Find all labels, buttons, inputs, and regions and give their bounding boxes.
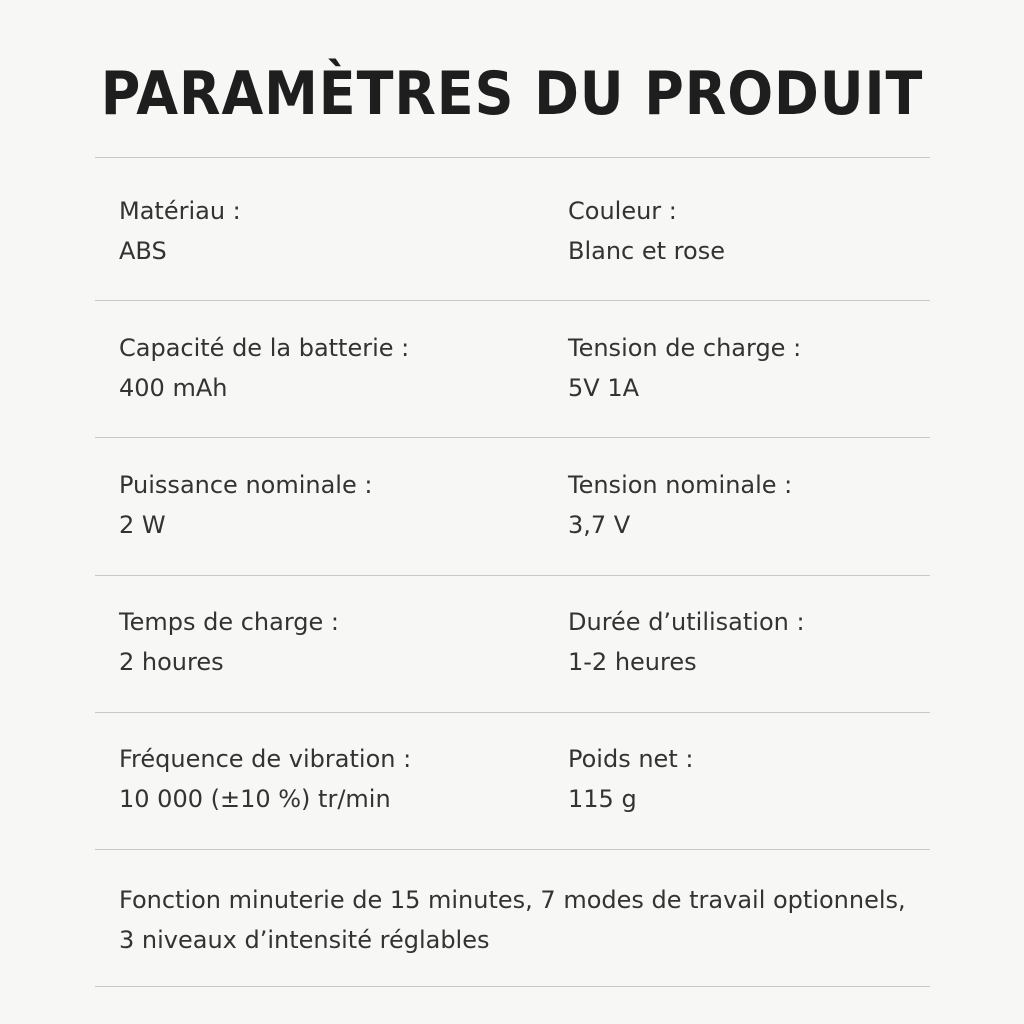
spec-label: Tension de charge : bbox=[568, 334, 802, 362]
spec-label: Matériau : bbox=[119, 197, 241, 225]
spec-value: ABS bbox=[119, 237, 167, 265]
spec-value: 2 W bbox=[119, 511, 166, 539]
features-note bbox=[119, 880, 949, 960]
divider bbox=[95, 849, 930, 850]
features-line: 3 niveaux d’intensité réglables bbox=[119, 926, 490, 954]
spec-rated-power bbox=[119, 465, 372, 545]
spec-rated-voltage bbox=[568, 465, 792, 545]
divider bbox=[95, 986, 930, 987]
spec-label: Tension nominale : bbox=[568, 471, 793, 499]
spec-value: 2 houres bbox=[119, 648, 224, 676]
divider bbox=[95, 575, 930, 576]
divider bbox=[95, 712, 930, 713]
spec-value: Blanc et rose bbox=[568, 237, 725, 265]
spec-charge-voltage bbox=[568, 328, 801, 408]
spec-label: Poids net : bbox=[568, 745, 694, 773]
divider bbox=[95, 437, 930, 438]
spec-color bbox=[568, 191, 725, 271]
divider bbox=[95, 300, 930, 301]
spec-label: Temps de charge : bbox=[119, 608, 339, 636]
spec-battery-capacity bbox=[119, 328, 409, 408]
spec-value: 1-2 heures bbox=[568, 648, 697, 676]
spec-vibration-frequency bbox=[119, 739, 411, 819]
spec-label: Puissance nominale : bbox=[119, 471, 373, 499]
spec-value: 5V 1A bbox=[568, 374, 640, 402]
spec-value: 10 000 (±10 %) tr/min bbox=[119, 785, 391, 813]
spec-value: 3,7 V bbox=[568, 511, 631, 539]
page-title: PARAMÈTRES DU PRODUIT bbox=[100, 59, 924, 129]
spec-label: Fréquence de vibration : bbox=[119, 745, 412, 773]
spec-usage-time bbox=[568, 602, 805, 682]
spec-material bbox=[119, 191, 241, 271]
spec-label: Capacité de la batterie : bbox=[119, 334, 410, 362]
spec-net-weight bbox=[568, 739, 693, 819]
spec-charge-time bbox=[119, 602, 339, 682]
features-line: Fonction minuterie de 15 minutes, 7 modes de travail optionnels, bbox=[119, 886, 906, 914]
spec-label: Couleur : bbox=[568, 197, 677, 225]
divider bbox=[95, 157, 930, 158]
spec-value: 115 g bbox=[568, 785, 637, 813]
spec-value: 400 mAh bbox=[119, 374, 228, 402]
spec-label: Durée d’utilisation : bbox=[568, 608, 805, 636]
